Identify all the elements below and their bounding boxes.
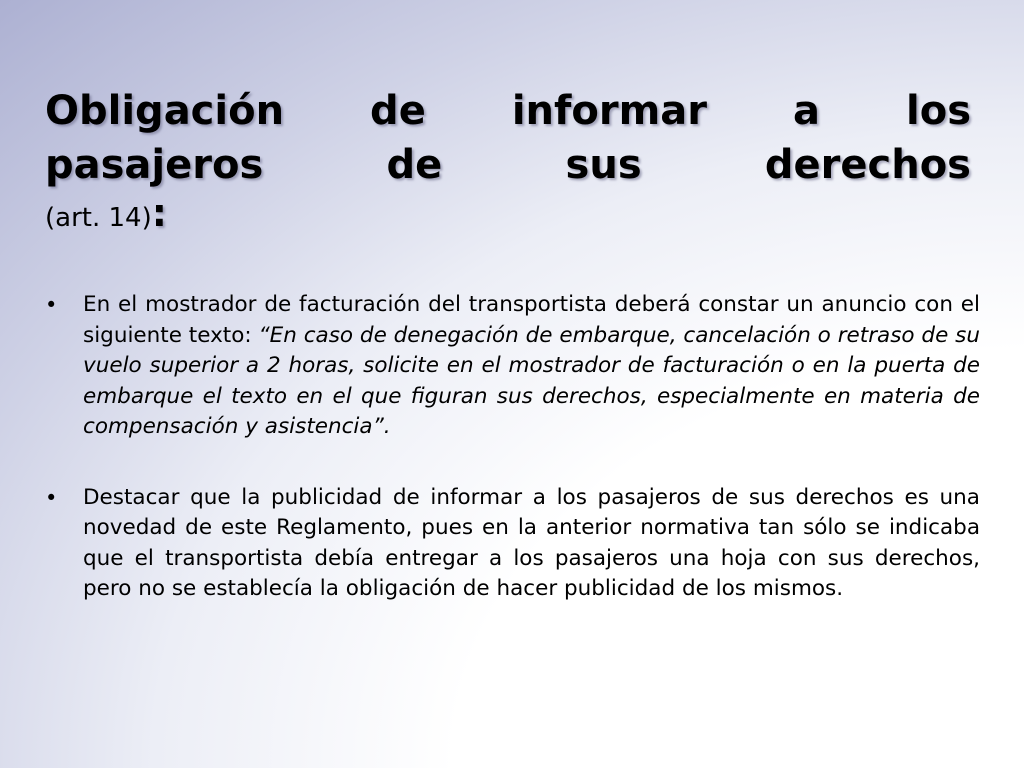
slide-title [45, 84, 971, 235]
bullet-marker: • [45, 485, 58, 510]
title-line-1: Obligación de informar a los [45, 88, 971, 134]
bullet-item-2 [43, 483, 980, 605]
title-sub-text: (art. 14) [45, 203, 152, 233]
title-line-2: pasajeros de sus derechos [45, 142, 971, 188]
title-colon: : [151, 191, 167, 235]
bullet-item-1 [43, 290, 980, 443]
bullet-text: En el mostrador de facturación del transportista deberá constar un anuncio con el siguiente texto: [83, 292, 980, 348]
bullet-marker: • [45, 293, 58, 317]
bullet-text: Destacar que la publicidad de informar a los pasajeros de sus derechos es una novedad de este Reglamento, pues en la anterior normativa tan sólo se indicaba que el transportista debía entregar a los pasajeros una hoja con sus derechos, pero no se establecía la obligación de hacer publicidad de los mismos. [83, 484, 980, 601]
title-article-ref [45, 191, 971, 235]
bullet-list [43, 290, 980, 645]
bullet-quote: “En caso de denegación de embarque, cancelación o retraso de su vuelo superior a 2 horas, solicite en el mostrador de facturación o en la puerta de embarque el texto en el que figuran sus derechos, especialmente en materia de compensación y asistencia”. [83, 322, 980, 439]
